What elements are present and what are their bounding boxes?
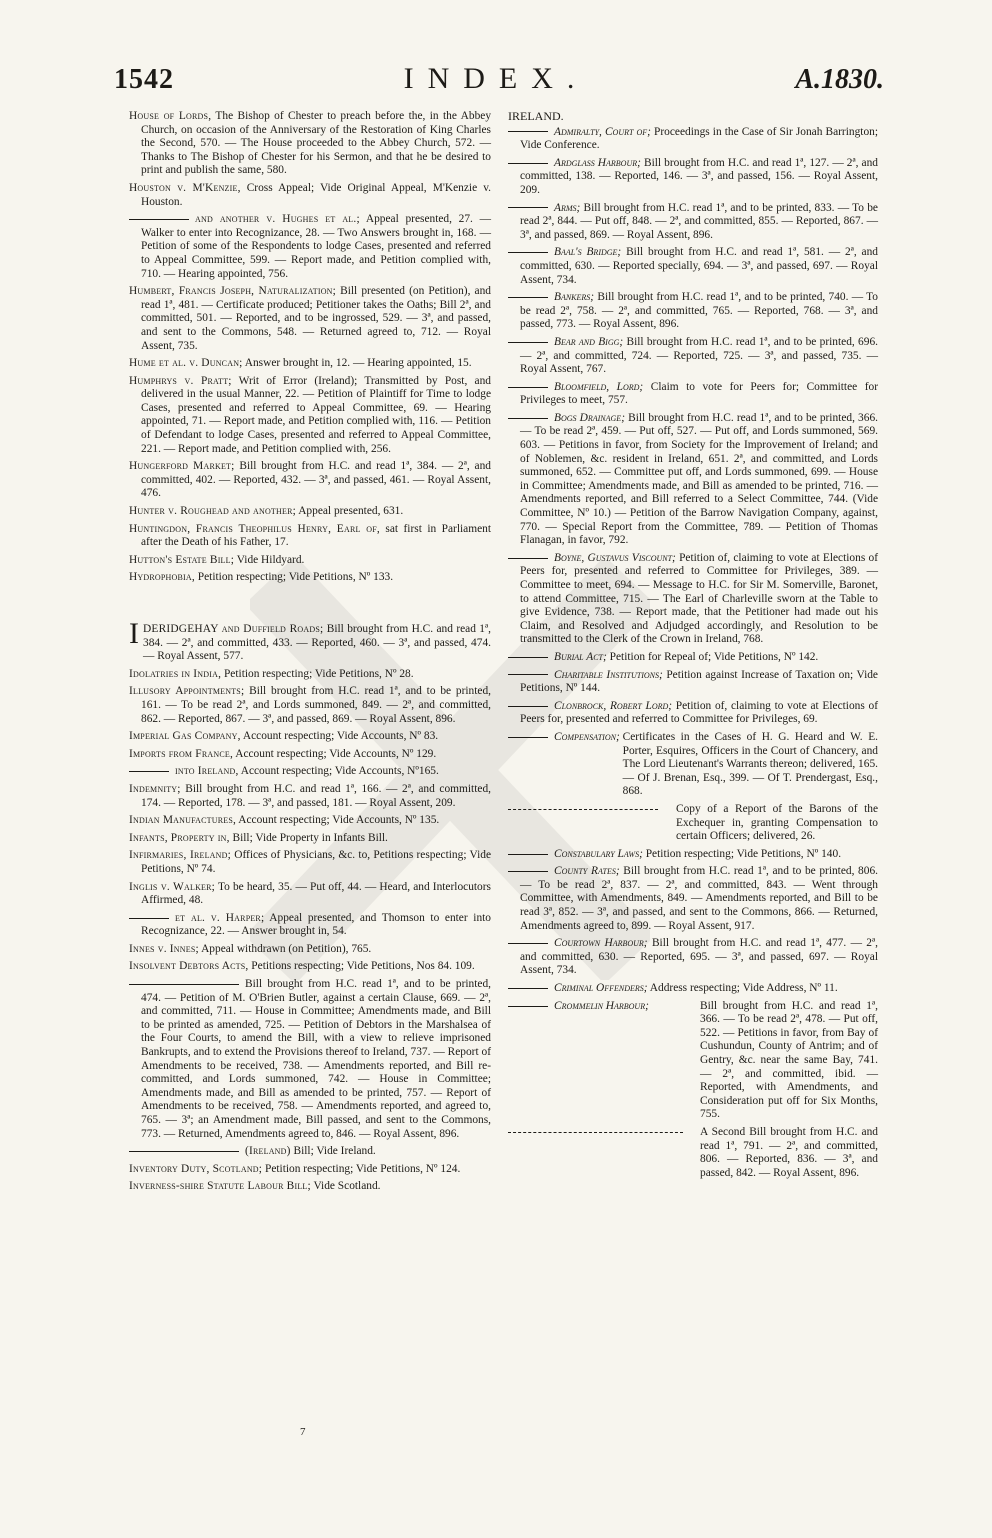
index-entry-crommelin-second: A Second Bill brought from H.C. and read 1ª, 791. — 2ª, and committed, 806. — Reported, 836. — 3ª, and passed, 842. — Royal Assent, 896.	[508, 1126, 878, 1180]
page-year: A.1830.	[795, 64, 884, 95]
index-entry-ideridgehay: I DERIDGEHAY and Duffield Roads; Bill brought from H.C. and read 1ª, 384. — 2ª, and committed, 433. — Reported, 460. — 3ª, and passed, 474. — Royal Assent, 577.	[129, 617, 491, 663]
index-entry-imports-france: Imports from France, Account respecting; Vide Accounts, Nº 129.	[129, 747, 437, 760]
page-number: 1542	[114, 64, 174, 95]
index-entry-ardglass: Ardglass Harbour; Bill brought from H.C. and read 1ª, 127. — 2ª, and committed, 138. — Reported, 146. — 3ª, and passed, 156. — Royal Assent, 209.	[508, 157, 878, 198]
index-entry-indemnity: Indemnity; Bill brought from H.C. and read 1ª, 166. — 2ª, and committed, 174. — Reported, 178. — 3ª, and passed, 181. — Royal Assent, 209.	[129, 782, 491, 809]
right-column	[508, 110, 878, 1184]
signature-mark: 7	[300, 1426, 306, 1438]
index-entry-charitable: Charitable Institutions; Petition against Increase of Taxation on; Vide Petitions, Nº 144.	[508, 669, 878, 696]
index-entry-humphrys: Humphrys v. Pratt; Writ of Error (Ireland); Transmitted by Post, and delivered in the usual Manner, 22. — Petition of Plaintiff for Time to lodge Cases, presented and referred to Appeal Committee, 69. — Hearing appointed, 71. — Report made, and Petition complied with, 116. — Petition of Defendant to lodge Cases, presented and referred to Appeal Committee, 221. — Report made, and Petition complied with, 256.	[129, 374, 491, 455]
index-entry-clonbrock: Clonbrock, Robert Lord; Petition of, claiming to vote at Elections of Peers for, presented and referred to Committee for Privileges, 69.	[508, 700, 878, 727]
index-entry-arms: Arms; Bill brought from H.C. read 1ª, and to be printed, 833. — To be read 2ª, 844. — Put off, 848. — 2ª, and committed, 855. — Reported, 867. — 3ª, and passed, 869. — Royal Assent, 896.	[508, 202, 878, 243]
index-entry-admiralty: Admiralty, Court of; Proceedings in the Case of Sir Jonah Barrington; Vide Conference.	[508, 126, 878, 153]
index-entry-constabulary: Constabulary Laws; Petition respecting; Vide Petitions, Nº 140.	[508, 848, 878, 862]
index-entry-bloomfield: Bloomfield, Lord; Claim to vote for Peers for; Committee for Privileges to meet, 757.	[508, 381, 878, 408]
index-entry-hume: Hume et al. v. Duncan; Answer brought in, 12. — Hearing appointed, 15.	[129, 357, 472, 370]
index-entry-county-rates: County Rates; Bill brought from H.C. read 1ª, and to be printed, 806. — To be read 2ª, 837. — 2ª, and committed, 843. — Went through Committee, with Amendments, 849. — Amendments reported, and Bill to be read 3ª, 852. — 3ª, and passed, and sent to the Commons, 866. — Returned, Amendments agreed to, 899. — Royal Assent, 917.	[508, 865, 878, 933]
page-header	[0, 58, 992, 102]
left-column	[129, 110, 491, 1198]
index-entry-bankers: Bankers; Bill brought from H.C. read 1ª, and to be printed, 740. — To be read 2ª, 758. — 2ª, and committed, 765. — Reported, 768. — 3ª, and passed, 773. — Royal Assent, 896.	[508, 291, 878, 332]
index-entry-infirmaries: Infirmaries, Ireland; Offices of Physicians, &c. to, Petitions respecting; Vide Petitions, Nº 74.	[129, 849, 492, 875]
index-entry-houston: Houston v. M'Kenzie, Cross Appeal; Vide Original Appeal, M'Kenzie v. Houston.	[129, 181, 492, 208]
index-entry-hutton: Hutton's Estate Bill; Vide Hildyard.	[129, 553, 305, 566]
index-entry-compensation: Compensation; Certificates in the Cases of H. G. Heard and W. E. Porter, Esquires, Officers in the Court of Chancery, and The Lord Lieutenant's Warrants thereon; delivered, 165. — Of J. Brenan, Esq., 399. — Of T. Prendergast, Esq., 868.	[508, 731, 878, 799]
index-entry-humbert: Humbert, Francis Joseph, Naturalization; Bill presented (on Petition), and read 1ª, 481. — Certificate produced; Petitioner takes the Oaths; Bill 2ª, and committed, 501. — Reported, and to be ingrossed, 529. — 3ª, and passed, and sent to the Commons, 548. — Returned agreed to, 712. — Royal Assent, 735.	[129, 285, 491, 352]
index-entry-houston-hughes: and another v. Hughes et al.; Appeal presented, 27. — Walker to enter into Recognizance, 28. — Two Answers brought in, 168. — Petition of some of the Respondents to lodge Cases, presented and referred to Appeal Committee, 599. — Report made, and Petition complied with, 710. — Hearing appointed, 756.	[129, 213, 491, 281]
index-entry-insolvent-debtors-bill: Bill brought from H.C. read 1ª, and to be printed, 474. — Petition of M. O'Brien Butler, against a certain Clause, 669. — 2ª, and committed, 711. — House in Committee; Amendments made, and Bill to be printed as amended, 725. — Petition of Debtors in the Marshalsea of the Four Courts, to amend the Bill, with a view to relieve imprisoned Bankrupts, and to extend the Provisions thereof to Ireland, 737. — Report of Amendments to be received, 738. — Amendments reported, and Bill re-committed, and Lords summoned, 742. — House in Committee; Amendments made, and Bill as amended to be printed, 757. — Report of Amendments to be received, 758. — Amendments reported, and agreed to, 765. — 3ª; an Amendment made, Bill passed, and sent to the Commons, 773. — Returned, Amendments agreed to, 846. — Royal Assent, 896.	[129, 978, 491, 1141]
index-entry-boyne: Boyne, Gustavus Viscount; Petition of, claiming to vote at Elections of Peers for, presented and referred to Committee for Privileges, 389. — Committee to meet, 694. — Message to H.C. for Sir M. Somerville, Baronet, to attend Committee, 715. — The Earl of Charleville sworn at the Table to give Evidence, 738. — Report made, that the Petitioner had made out his Claim, and Resolved and Adjudged accordingly, and Resolution to be transmitted to the Clerk of the Crown in Ireland, 768.	[508, 552, 878, 647]
index-entry-huntingdon: Huntingdon, Francis Theophilus Henry, Earl of, sat first in Parliament after the Death of his Father, 17.	[129, 522, 491, 549]
index-entry-courtown: Courtown Harbour; Bill brought from H.C. and read 1ª, 477. — 2ª, and committed, 630. — Reported, 695. — 3ª, and passed, 697. — Royal Assent, 734.	[508, 937, 878, 978]
index-entry-illusory: Illusory Appointments; Bill brought from H.C. read 1ª, and to be printed, 161. — To be read 2ª, and Lords summoned, 849. — 2ª, and committed, 862. — Reported, 867. — 3ª, and passed, 869. — Royal Assent, 896.	[129, 685, 491, 725]
index-entry-inglis-walker: Inglis v. Walker; To be heard, 35. — Put off, 44. — Heard, and Interlocutors Affirmed, 48.	[129, 880, 491, 907]
index-entry-compensation-report: Copy of a Report of the Barons of the Exchequer in, granting Compensation to certain Officers; delivered, 26.	[508, 803, 878, 844]
index-entry-crommelin: Crommelin Harbour; Bill brought from H.C. and read 1ª, 366. — To be read 2ª, 478. — Put off, 522. — Petitions in favor, from Bay of Cushundun, County of Antrim; and of Gentry, &c. near the same Bay, 741. — 2ª, and committed, ibid. — Reported, with Amendments, and Consideration put off for Six Months, 755.	[508, 1000, 878, 1122]
index-entry-hydrophobia: Hydrophobia, Petition respecting; Vide Petitions, Nº 133.	[129, 571, 394, 584]
index-entry-bear-bigg: Bear and Bigg; Bill brought from H.C. read 1ª, and to be printed, 696. — 2ª, and committed, 724. — Reported, 725. — 3ª, and passed, 735. — Royal Assent, 767.	[508, 336, 878, 377]
index-entry-inglis-harper: et al. v. Harper; Appeal presented, and Thomson to enter into Recognizance, 22. — Answer brought in, 54.	[129, 912, 491, 939]
index-entry-imperial-gas: Imperial Gas Company, Account respecting; Vide Accounts, Nº 83.	[129, 730, 439, 743]
index-entry-burial-act: Burial Act; Petition for Repeal of; Vide Petitions, Nº 142.	[508, 651, 878, 665]
index-entry-inventory-duty: Inventory Duty, Scotland; Petition respecting; Vide Petitions, Nº 124.	[129, 1162, 461, 1175]
index-entry-criminal-offenders: Criminal Offenders; Address respecting; Vide Address, Nº 11.	[508, 982, 878, 996]
index-entry-infants: Infants, Property in, Bill; Vide Property in Infants Bill.	[129, 831, 388, 844]
index-entry-bogs-drainage: Bogs Drainage; Bill brought from H.C. read 1ª, and to be printed, 366. — To be read 2ª, 459. — Put off, 527. — Put off, and Lords summoned, 569. 603. — Petitions in favor, from Society for the Improvement of Ireland; and of Noblemen, &c. resident in Ireland, 651. 2ª, and committed, and Lords summoned, 652. — Committee put off, and Lords summoned, 699. — House in Committee; Amendments made, and Bill as amended to be printed, 716. — Amendments reported, and Bill referred to a Select Committee, 744. (Vide Committee, Nº 10.) — Petition of the Barrow Navigation Company, against, 770. — Special Report from the Committee, 789. — Petition of Thomas Flanagan, in favor, 792.	[508, 412, 878, 548]
index-entry-hunter: Hunter v. Roughead and another; Appeal presented, 631.	[129, 505, 404, 518]
drop-cap: I	[129, 617, 139, 650]
index-entry-idolatries: Idolatries in India, Petition respecting; Vide Petitions, Nº 28.	[129, 667, 414, 680]
index-entry-indian-manufactures: Indian Manufactures, Account respecting; Vide Accounts, Nº 135.	[129, 814, 440, 827]
index-entry-baals-bridge: Baal's Bridge; Bill brought from H.C. and read 1ª, 581. — 2ª, and committed, 630. — Reported specially, 694. — 3ª, and passed, 697. — Royal Assent, 734.	[508, 246, 878, 287]
index-entry-insolvent-ireland: (Ireland) Bill; Vide Ireland.	[129, 1145, 491, 1159]
index-entry-imports-ireland: into Ireland, Account respecting; Vide Accounts, Nº165.	[129, 765, 491, 779]
section-heading-ireland: IRELAND.	[508, 109, 564, 123]
index-entry-inverness: Inverness-shire Statute Labour Bill; Vide Scotland.	[129, 1180, 381, 1193]
index-entry-insolvent-debtors: Insolvent Debtors Acts, Petitions respecting; Vide Petitions, Nos 84. 109.	[129, 960, 475, 973]
page-title: INDEX.	[403, 62, 589, 95]
index-entry-innes: Innes v. Innes; Appeal withdrawn (on Petition), 765.	[129, 942, 372, 955]
index-entry-house-of-lords: House of Lords, The Bishop of Chester to preach before the, in the Abbey Church, on occasion of the Anniversary of the Restoration of King Charles the Second, 570. — The House proceeded to the Abbey Church, 572. — Thanks to The Bishop of Chester for his Sermon, and that he be desired to print and publish the same, 580.	[129, 110, 492, 177]
index-entry-hungerford: Hungerford Market; Bill brought from H.C. and read 1ª, 384. — 2ª, and committed, 402. — Reported, 432. — 3ª, and passed, 461. — Royal Assent, 476.	[129, 460, 491, 500]
